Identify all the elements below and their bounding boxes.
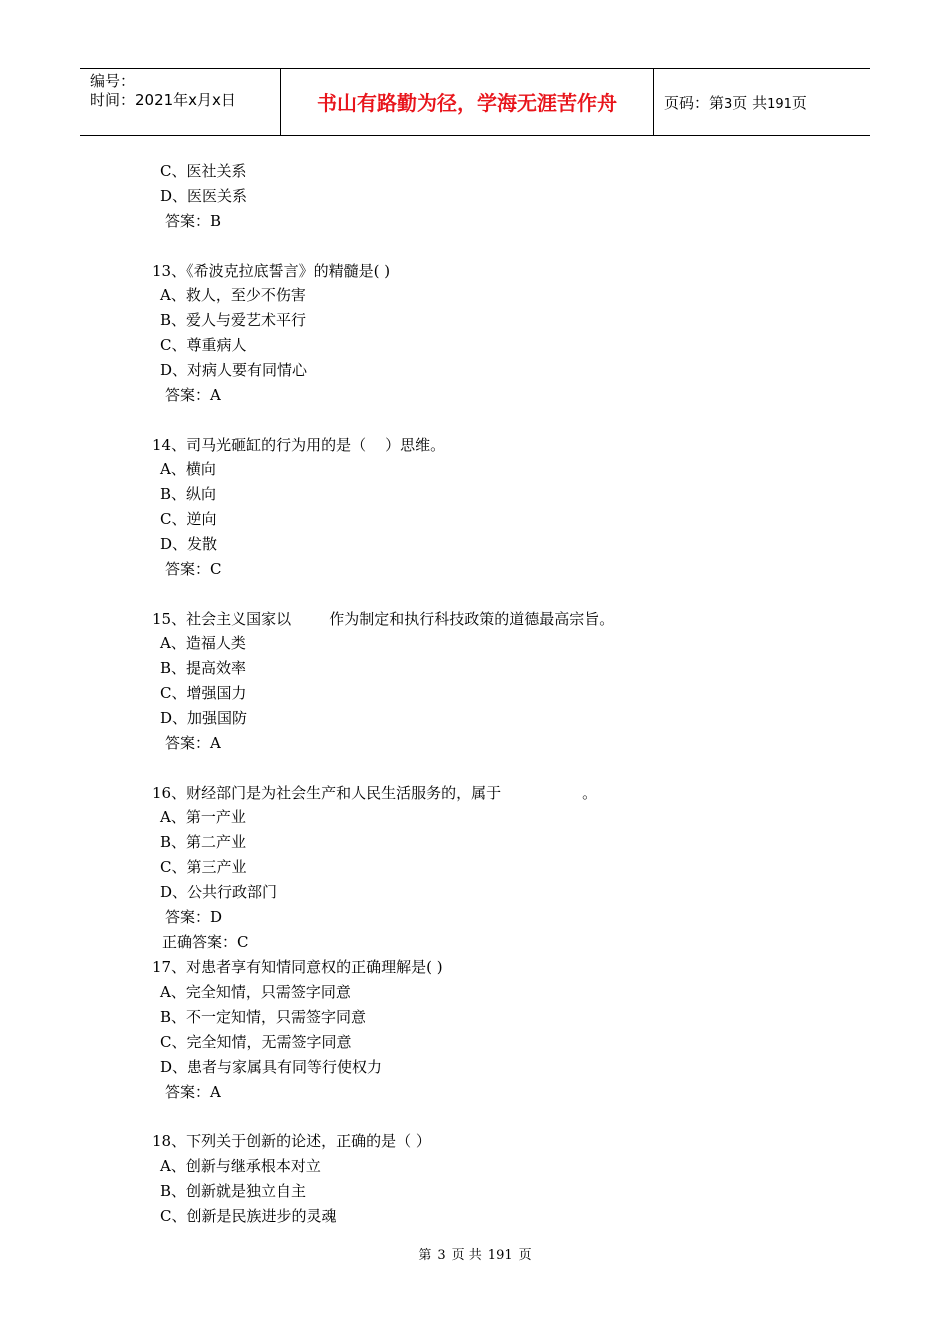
header-meta-cell — [80, 69, 281, 135]
q16-option-c: C、第三产业 — [160, 858, 247, 876]
footer-prefix: 第 — [418, 1248, 432, 1263]
q12-option-d: D、医医关系 — [160, 187, 248, 205]
header-page-prefix: 页码：第 — [664, 94, 725, 112]
footer-page-total: 191 — [487, 1248, 513, 1263]
document-number-label: 编号： — [90, 72, 136, 90]
footer-mid: 页 共 — [451, 1248, 482, 1263]
q14-option-b: B、纵向 — [160, 485, 217, 503]
footer-suffix: 页 — [518, 1248, 532, 1263]
page-footer — [0, 1247, 950, 1265]
q13-option-b: B、爱人与爱艺术平行 — [160, 311, 307, 329]
page-header — [80, 68, 870, 136]
q16-question: 16、财经部门是为社会生产和人民生活服务的，属于 。 — [152, 784, 598, 802]
q13-option-d: D、对病人要有同情心 — [160, 361, 308, 379]
q14-option-d: D、发散 — [160, 535, 218, 553]
q18-option-b: B、创新就是独立自主 — [160, 1182, 307, 1200]
q16-option-b: B、第二产业 — [160, 833, 247, 851]
q15-answer: 答案：A — [165, 734, 221, 752]
header-page-total: 191 — [767, 97, 792, 112]
q18-question: 18、下列关于创新的论述，正确的是（ ） — [152, 1132, 431, 1150]
header-page-current: 3 — [724, 97, 733, 112]
header-page-info — [664, 94, 807, 114]
q16-option-d: D、公共行政部门 — [160, 883, 278, 901]
q13-question: 13、《希波克拉底誓言》的精髓是( ) — [152, 262, 391, 280]
q15-option-d: D、加强国防 — [160, 709, 248, 727]
footer-page-current: 3 — [437, 1248, 446, 1263]
q17-question: 17、对患者享有知情同意权的正确理解是( ) — [152, 958, 443, 976]
document-time-label: 时间：2021年x月x日 — [90, 91, 236, 109]
q17-option-d: D、患者与家属具有同等行使权力 — [160, 1058, 383, 1076]
q15-option-b: B、提高效率 — [160, 659, 247, 677]
q14-question: 14、司马光砸缸的行为用的是（ ）思维。 — [152, 436, 446, 454]
header-page-cell — [654, 69, 870, 135]
header-page-suffix: 页 — [791, 94, 807, 112]
q17-answer: 答案：A — [165, 1083, 221, 1101]
q12-option-c: C、医社关系 — [160, 162, 247, 180]
q15-option-a: A、造福人类 — [160, 634, 246, 652]
q13-answer: 答案：A — [165, 386, 221, 404]
q17-option-a: A、完全知情，只需签字同意 — [160, 983, 351, 1001]
q16-correct-answer: 正确答案：C — [162, 933, 249, 951]
q17-option-c: C、完全知情，无需签字同意 — [160, 1033, 352, 1051]
q14-option-a: A、横向 — [160, 460, 216, 478]
q14-answer: 答案：C — [165, 560, 222, 578]
q13-option-a: A、救人，至少不伤害 — [160, 286, 306, 304]
q16-option-a: A、第一产业 — [160, 808, 246, 826]
q16-answer: 答案：D — [165, 908, 223, 926]
q15-option-c: C、增强国力 — [160, 684, 247, 702]
q17-option-b: B、不一定知情，只需签字同意 — [160, 1008, 367, 1026]
q12-answer: 答案：B — [165, 212, 222, 230]
q18-option-a: A、创新与继承根本对立 — [160, 1157, 321, 1175]
q18-option-c: C、创新是民族进步的灵魂 — [160, 1207, 337, 1225]
q14-option-c: C、逆向 — [160, 510, 217, 528]
q15-question: 15、社会主义国家以 作为制定和执行科技政策的道德最高宗旨。 — [152, 610, 615, 628]
header-motto-cell — [281, 69, 654, 135]
header-motto: 书山有路勤为径，学海无涯苦作舟 — [317, 91, 617, 115]
q13-option-c: C、尊重病人 — [160, 336, 247, 354]
header-page-mid: 页 共 — [732, 94, 768, 112]
